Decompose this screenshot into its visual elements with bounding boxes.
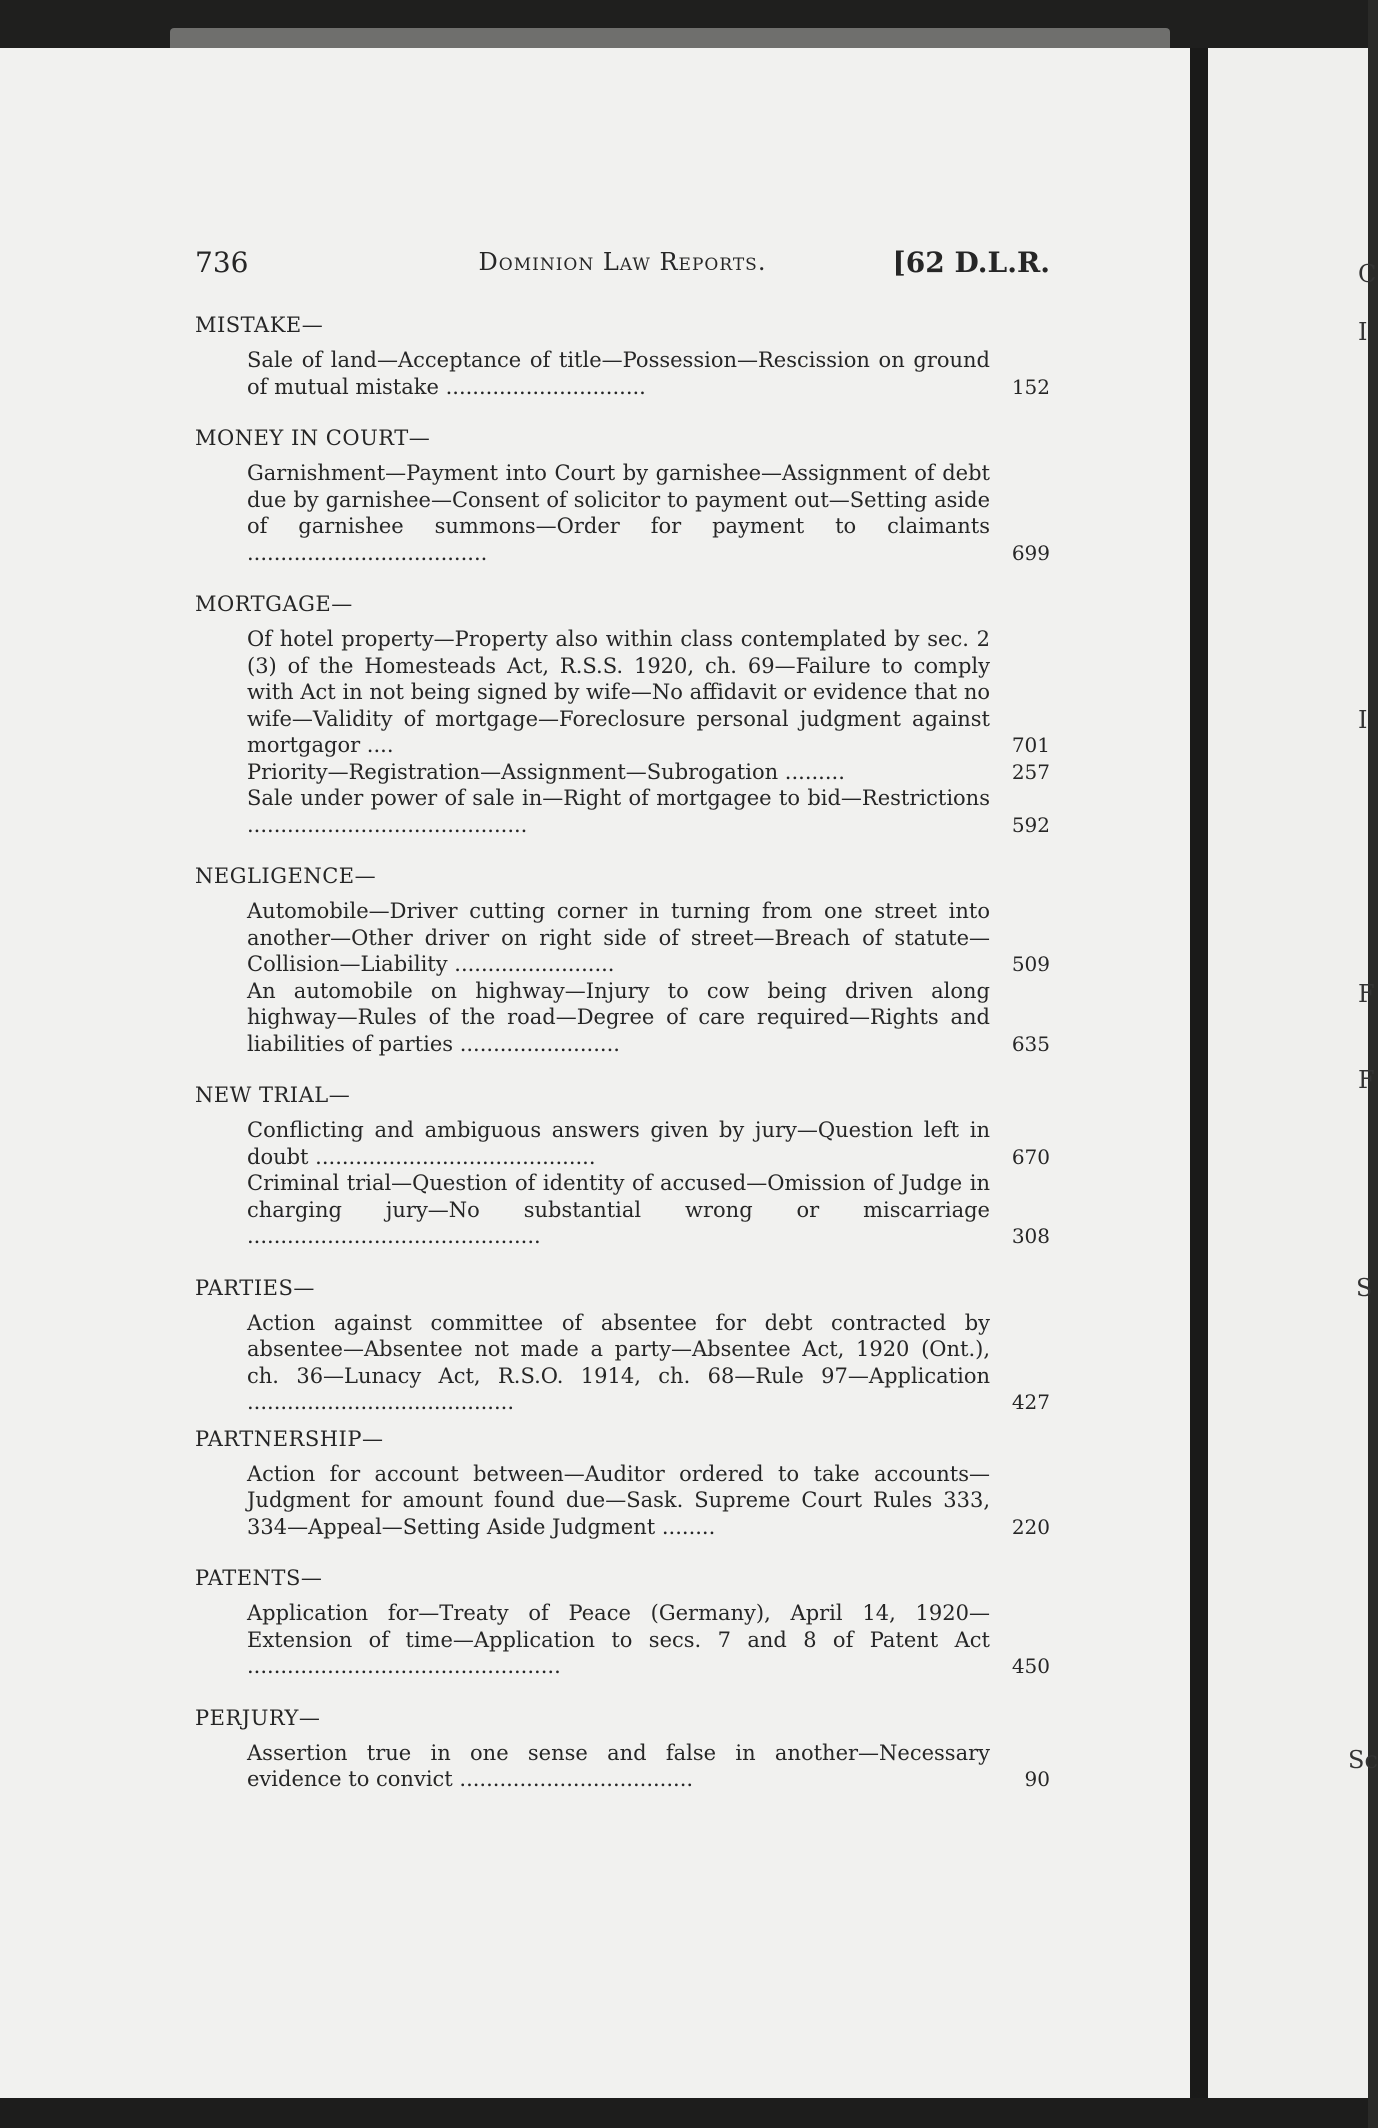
index-section (195, 859, 1050, 1057)
entry-page-ref: 427 (1011, 1390, 1050, 1414)
index-entries (195, 308, 1050, 1814)
index-entry (247, 347, 1050, 400)
entry-text: Of hotel property—Property also within class contemplated by sec. 2 (3) of the Homesteads Act, R.S.S. 1920, ch. 69—Failure to comply with Act in not being signed by wife—No affidavit or evidence that no wife—Validity of mortgage—Foreclosure personal judgment against mortgagor .... (247, 627, 990, 757)
entry-text: Automobile—Driver cutting corner in turning from one street into another—Other driver on right side of street—Breach of statute—Collision—Liability ........................ (247, 899, 990, 976)
entry-page-ref: 152 (1011, 374, 1050, 399)
index-section (195, 1701, 1050, 1793)
entry-text: Sale of land—Acceptance of title—Possession—Rescission on ground of mutual mistake .............................. (247, 348, 990, 399)
volume-label: [62 D.L.R. (892, 246, 1050, 279)
section-heading: PARTIES— (195, 1275, 315, 1300)
entry-text: Priority—Registration—Assignment—Subrogation ......... (247, 759, 845, 784)
entry-page-ref: 699 (1011, 540, 1050, 565)
facing-letter: I (1358, 706, 1368, 734)
section-heading: PATENTS— (195, 1566, 323, 1590)
book-gutter (1190, 48, 1208, 2098)
entry-text: An automobile on highway—Injury to cow being driven along highway—Rules of the road—Degree of care required—Rights and liabilities of parties ........................ (247, 978, 990, 1056)
index-section (195, 421, 1050, 566)
index-entry (247, 1170, 1050, 1250)
section-heading: NEW TRIAL— (195, 1083, 351, 1107)
facing-letter: I (1358, 318, 1368, 346)
entry-text: Assertion true in one sense and false in another—Necessary evidence to convict ................................... (247, 1740, 990, 1791)
section-heading: NEGLIGENCE— (195, 864, 377, 888)
index-entry (247, 1461, 1050, 1541)
entry-text: Criminal trial—Question of identity of accused—Omission of Judge in charging jury—No substantial wrong or miscarriage ............................................ (247, 1171, 990, 1248)
entry-text: Conflicting and ambiguous answers given by jury—Question left in doubt .......................................... (247, 1118, 990, 1169)
section-heading: PERJURY— (195, 1705, 321, 1730)
section-heading: MORTGAGE— (195, 592, 353, 616)
scan-bottom-edge (0, 2098, 1368, 2128)
facing-letter: C (1358, 260, 1377, 288)
entry-text: Action for account between—Auditor ordered to take accounts—Judgment for amount found due—Sask. Supreme Court Rules 333, 334—Appeal—Setting Aside Judgment ........ (247, 1461, 990, 1539)
entry-page-ref: 509 (1011, 952, 1050, 976)
entry-page-ref: 220 (1011, 1514, 1050, 1539)
section-heading: MONEY IN COURT— (195, 426, 431, 450)
facing-letter: F (1358, 980, 1375, 1008)
entry-page-ref: 592 (1011, 812, 1050, 837)
section-heading: MISTAKE— (195, 313, 324, 337)
section-heading: PARTNERSHIP— (195, 1426, 384, 1451)
index-entry (247, 1740, 1050, 1793)
index-entry (247, 978, 1050, 1058)
facing-letter: F (1358, 1066, 1375, 1094)
index-section (195, 587, 1050, 838)
entry-page-ref: 90 (1024, 1767, 1050, 1791)
index-section (195, 1271, 1050, 1416)
entry-page-ref: 635 (1011, 1031, 1050, 1056)
entry-page-ref: 450 (1011, 1654, 1050, 1678)
page-number: 736 (195, 246, 249, 279)
entry-text: Action against committee of absentee for debt contracted by absentee—Absentee not made a party—Absentee Act, 1920 (Ont.), ch. 36—Lunacy Act, R.S.O. 1914, ch. 68—Rule 97—Application ........................................ (247, 1310, 990, 1414)
index-entry (247, 1310, 1050, 1416)
entry-page-ref: 308 (1011, 1224, 1050, 1248)
index-entry (247, 460, 1050, 566)
index-entry (247, 1600, 1050, 1680)
page-title: Dominion Law Reports. (478, 248, 767, 276)
index-entry (247, 898, 1050, 978)
facing-page (1208, 48, 1378, 2098)
index-section (195, 1078, 1050, 1250)
index-section (195, 1422, 1050, 1541)
entry-page-ref: 670 (1011, 1144, 1050, 1169)
facing-letter: Sc (1348, 1746, 1378, 1774)
entry-text: Sale under power of sale in—Right of mortgagee to bid—Restrictions .......................................... (247, 786, 990, 837)
index-entry (247, 785, 1050, 838)
index-entry (247, 759, 1050, 786)
running-header (195, 246, 1050, 286)
index-section (195, 1561, 1050, 1680)
facing-letter: S (1356, 1274, 1373, 1302)
index-entry (247, 1117, 1050, 1170)
entry-page-ref: 701 (1011, 733, 1050, 757)
entry-text: Application for—Treaty of Peace (Germany), April 14, 1920—Extension of time—Application to secs. 7 and 8 of Patent Act ............................................... (247, 1601, 990, 1678)
index-section (195, 308, 1050, 400)
entry-page-ref: 257 (1011, 759, 1050, 784)
entry-text: Garnishment—Payment into Court by garnishee—Assignment of debt due by garnishee—Consent of solicitor to payment out—Setting aside of garnishee summons—Order for payment to claimants .................................... (247, 461, 990, 565)
index-entry (247, 626, 1050, 759)
